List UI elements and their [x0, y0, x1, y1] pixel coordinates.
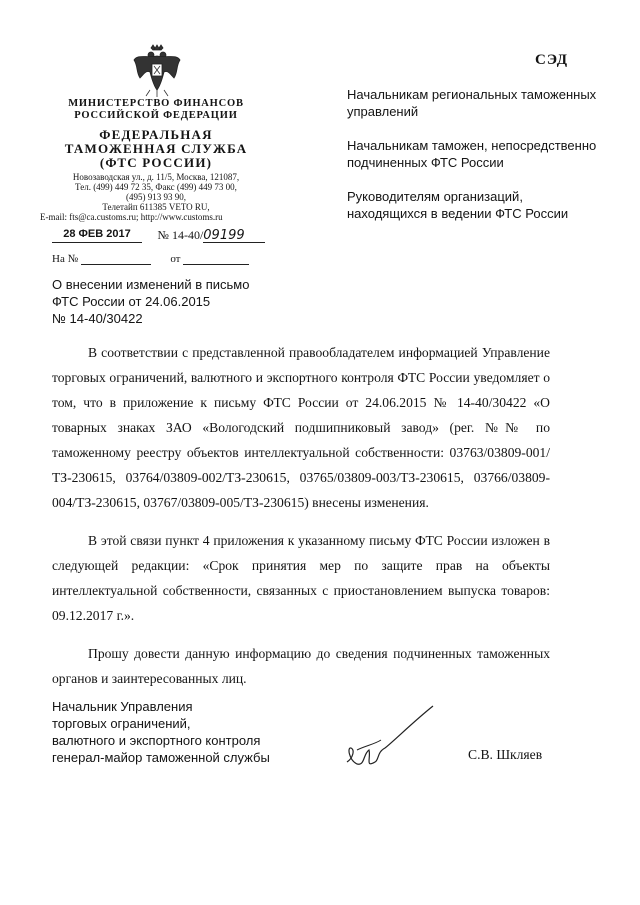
- subject-line-2: ФТС России от 24.06.2015: [52, 294, 211, 309]
- body-paragraph-3: Прошу довести данную информацию до сведения подчиненных таможенных органов и заинтересованных лиц.: [52, 646, 550, 686]
- reference-row: [52, 250, 249, 265]
- address-line-1: Новозаводская ул., д. 11/5, Москва, 121087,: [72, 172, 240, 182]
- service-line-1: ФЕДЕРАЛЬНАЯ: [99, 127, 213, 142]
- ministry-name: [60, 98, 252, 122]
- registration-number: 09199: [203, 228, 265, 243]
- address-line-3: (495) 913 93 90,: [126, 192, 186, 202]
- body-paragraph-2: В этой связи пункт 4 приложения к указанному письму ФТС России изложен в следующей редакции: «Срок принятия мер по защите прав на объекты интеллектуальной собственности, связанных с приостановлением выпуска товаров: 09.12.2017 г.».: [52, 533, 550, 623]
- service-line-3: (ФТС РОССИИ): [99, 155, 213, 170]
- handwritten-signature: [335, 700, 445, 775]
- subject-block: [52, 276, 312, 327]
- registration-date: 28 ФЕВ 2017: [52, 228, 142, 243]
- address-block: [40, 172, 272, 222]
- recipient-1: Начальникам региональных таможенных управлений: [347, 87, 597, 119]
- ministry-line-1: МИНИСТЕРСТВО ФИНАНСОВ: [68, 98, 244, 109]
- registration-row: [52, 228, 265, 243]
- sed-mark: СЭД: [535, 52, 569, 68]
- position-line-1: Начальник Управления: [52, 699, 193, 714]
- address-line-4: Телетайп 611385 VETO RU,: [102, 202, 210, 212]
- address-line-2: Тел. (499) 449 72 35, Факс (499) 449 73 00,: [75, 182, 237, 192]
- recipient-3: Руководителям организаций, находящихся в ведении ФТС России: [347, 189, 569, 221]
- recipient-2: Начальникам таможен, непосредственно подчиненных ФТС России: [347, 138, 597, 170]
- reference-from-label: от: [170, 253, 181, 265]
- reference-number-field: [81, 250, 151, 265]
- email-line: E-mail: fts@ca.customs.ru; http://www.customs.ru: [40, 212, 223, 222]
- signatory-name: С.В. Шкляев: [468, 747, 543, 762]
- reference-label: На №: [52, 253, 79, 265]
- reference-date-field: [183, 250, 249, 265]
- position-line-4: генерал-майор таможенной службы: [52, 750, 270, 765]
- service-name: [60, 128, 252, 170]
- recipients-block: [347, 86, 597, 239]
- signatory-position: [52, 698, 312, 766]
- coat-of-arms-emblem: [132, 44, 182, 98]
- registration-number-prefix: № 14-40/: [157, 228, 204, 242]
- position-line-3: валютного и экспортного контроля: [52, 733, 261, 748]
- letter-body: [52, 340, 550, 704]
- ministry-line-2: РОССИЙСКОЙ ФЕДЕРАЦИИ: [74, 110, 238, 121]
- subject-line-1: О внесении изменений в письмо: [52, 277, 250, 292]
- body-paragraph-1: В соответствии с представленной правообладателем информацией Управление торговых ограничений, валютного и экспортного контроля ФТС России уведомляет о том, что в приложение к письму ФТС России от 24.06.2015 № 14-40/30422 «О товарных знаках ЗАО «Вологодский подшипниковый завод» (рег. №№ по таможенному реестру объектов интеллектуальной собственности: 03763/03809-001/ТЗ-230615, 03764/03809-002/ТЗ-230615, 03765/03809-003/ТЗ-230615, 03766/03809-004/ТЗ-230615, 03767/03809-005/ТЗ-230615) внесены изменения.: [52, 345, 550, 510]
- service-line-2: ТАМОЖЕННАЯ СЛУЖБА: [64, 141, 248, 156]
- subject-line-3: № 14-40/30422: [52, 311, 143, 326]
- position-line-2: торговых ограничений,: [52, 716, 191, 731]
